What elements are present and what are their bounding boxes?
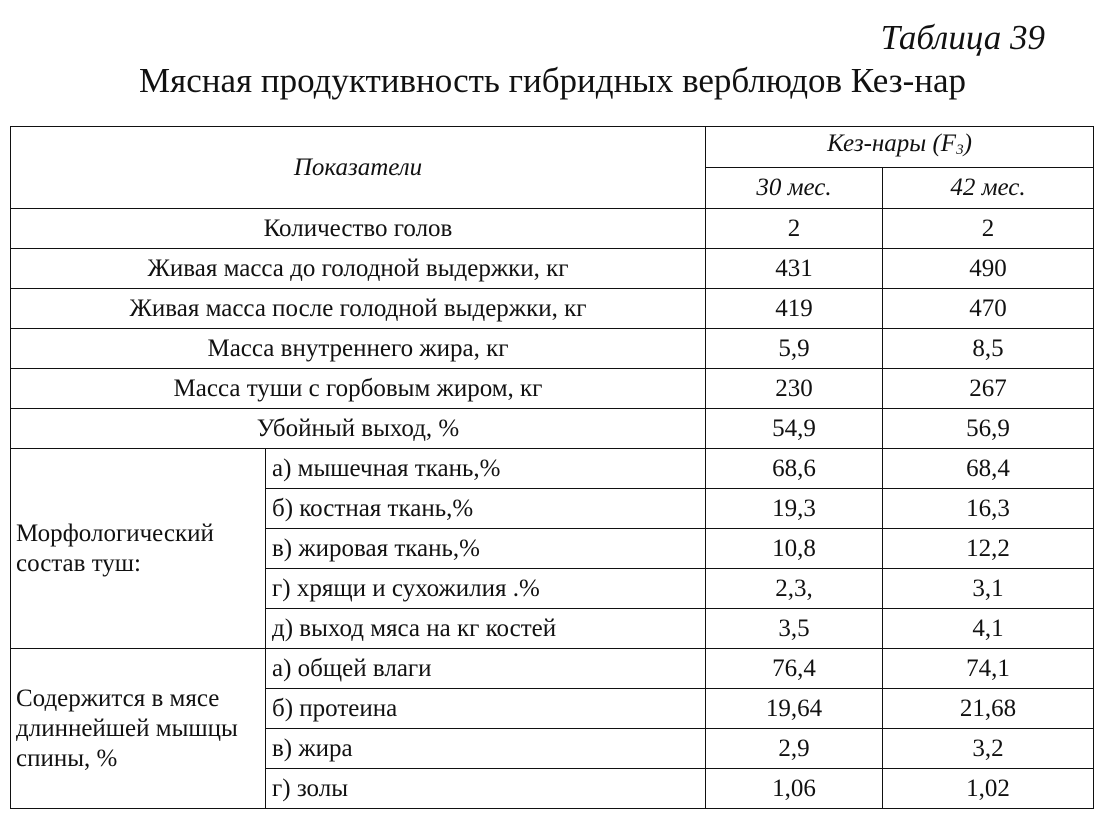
row-label: г) золы	[266, 769, 706, 809]
value-30: 431	[706, 249, 883, 289]
table-row	[11, 649, 1094, 689]
age-30-header: 30 мес.	[706, 168, 883, 209]
row-label: а) общей влаги	[266, 649, 706, 689]
table-row	[11, 369, 1094, 409]
header-row-1	[11, 127, 1094, 168]
row-label: в) жировая ткань,%	[266, 529, 706, 569]
table-row	[11, 449, 1094, 489]
table-number: Таблица 39	[880, 18, 1045, 57]
productivity-table	[10, 126, 1094, 809]
value-30: 2	[706, 209, 883, 249]
row-label: Убойный выход, %	[11, 409, 706, 449]
value-42: 1,02	[883, 769, 1094, 809]
table-row	[11, 289, 1094, 329]
row-label: б) протеина	[266, 689, 706, 729]
value-30: 76,4	[706, 649, 883, 689]
value-42: 74,1	[883, 649, 1094, 689]
value-42: 4,1	[883, 609, 1094, 649]
row-label: Масса внутреннего жира, кг	[11, 329, 706, 369]
value-30: 230	[706, 369, 883, 409]
value-30: 2,9	[706, 729, 883, 769]
age-42-header: 42 мес.	[883, 168, 1094, 209]
value-42: 3,1	[883, 569, 1094, 609]
value-42: 8,5	[883, 329, 1094, 369]
row-label: г) хрящи и сухожилия .%	[266, 569, 706, 609]
value-30: 68,6	[706, 449, 883, 489]
group-header-subscript: 3	[956, 142, 964, 158]
row-label: Количество голов	[11, 209, 706, 249]
value-30: 1,06	[706, 769, 883, 809]
value-30: 19,64	[706, 689, 883, 729]
morphology-group-label: Морфологический состав туш:	[11, 449, 266, 649]
value-30: 10,8	[706, 529, 883, 569]
value-42: 470	[883, 289, 1094, 329]
value-30: 5,9	[706, 329, 883, 369]
value-42: 3,2	[883, 729, 1094, 769]
value-30: 419	[706, 289, 883, 329]
value-42: 12,2	[883, 529, 1094, 569]
indicators-header: Показатели	[11, 127, 706, 209]
row-label: в) жира	[266, 729, 706, 769]
value-30: 2,3,	[706, 569, 883, 609]
value-42: 2	[883, 209, 1094, 249]
row-label: д) выход мяса на кг костей	[266, 609, 706, 649]
table-row	[11, 329, 1094, 369]
row-label: б) костная ткань,%	[266, 489, 706, 529]
row-label: Живая масса до голодной выдержки, кг	[11, 249, 706, 289]
row-label: а) мышечная ткань,%	[266, 449, 706, 489]
value-30: 54,9	[706, 409, 883, 449]
row-label: Живая масса после голодной выдержки, кг	[11, 289, 706, 329]
value-42: 21,68	[883, 689, 1094, 729]
value-42: 267	[883, 369, 1094, 409]
group-header	[706, 127, 1094, 168]
page-title: Мясная продуктивность гибридных верблюдов Кез-нар	[139, 61, 966, 100]
content-group-label: Содержится в мясе длиннейшей мышцы спины, %	[11, 649, 266, 809]
value-30: 19,3	[706, 489, 883, 529]
value-42: 16,3	[883, 489, 1094, 529]
group-header-text: Кез-нары (F	[827, 130, 957, 157]
table-row	[11, 409, 1094, 449]
value-42: 56,9	[883, 409, 1094, 449]
group-header-close: )	[963, 130, 972, 157]
value-42: 490	[883, 249, 1094, 289]
value-30: 3,5	[706, 609, 883, 649]
row-label: Масса туши с горбовым жиром, кг	[11, 369, 706, 409]
table-row	[11, 249, 1094, 289]
table-row	[11, 209, 1094, 249]
value-42: 68,4	[883, 449, 1094, 489]
